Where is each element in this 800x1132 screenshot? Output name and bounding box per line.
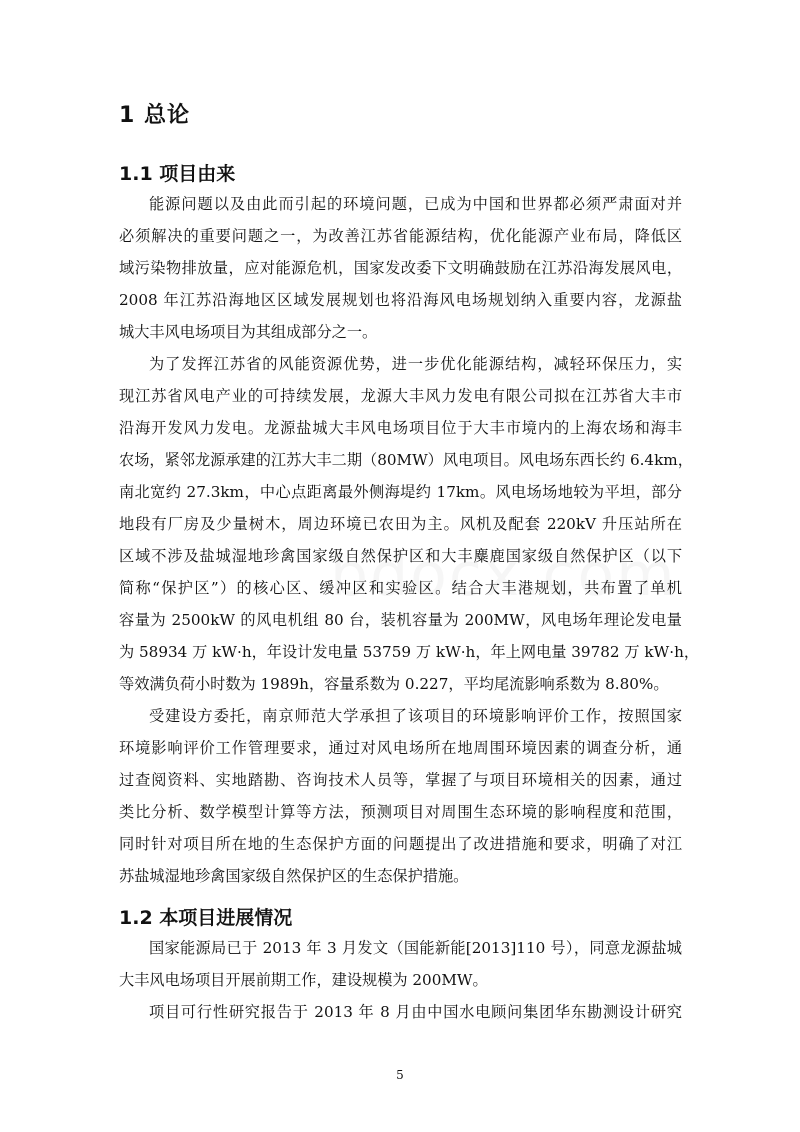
text-line: 城大丰风电场项目为其组成部分之一。 (119, 323, 378, 341)
text-line: 环境影响评价工作管理要求，通过对风电场所在地周围环境因素的调查分析，通 (119, 739, 682, 757)
paragraph-project-origin-1 (119, 188, 682, 348)
paragraph-project-origin-2 (119, 348, 700, 700)
text-line: 域污染物排放量，应对能源危机，国家发改委下文明确鼓励在江苏沿海发展风电， (119, 259, 682, 277)
text-line: 同时针对项目所在地的生态保护方面的问题提出了改进措施和要求，明确了对江 (119, 835, 682, 853)
text-line: 简称“保护区”）的核心区、缓冲区和实验区。结合大丰港规划，共布置了单机 (119, 579, 682, 597)
section-title-1-2: 1.2 本项目进展情况 (119, 907, 293, 929)
text-line: 国家能源局已于 2013 年 3 月发文（国能新能[2013]110 号），同意龙源盐城 (149, 939, 682, 957)
text-line: 苏盐城湿地珍禽国家级自然保护区的生态保护措施。 (119, 867, 469, 885)
paragraph-progress-2 (119, 996, 682, 1028)
chapter-title: 1 总论 (119, 103, 190, 128)
text-line: 过查阅资料、实地踏勘、咨询技术人员等，掌握了与项目环境相关的因素，通过 (119, 771, 682, 789)
text-line: 等效满负荷小时数为 1989h，容量系数为 0.227，平均尾流影响系数为 8.80%。 (119, 675, 669, 693)
text-line: 为 58934 万 kW·h，年设计发电量 53759 万 kW·h，年上网电量 39782 万 kW·h， (119, 643, 700, 661)
paragraph-project-origin-3 (119, 700, 682, 892)
text-line: 农场，紧邻龙源承建的江苏大丰二期（80MW）风电项目。风电场东西长约 6.4km， (119, 451, 693, 469)
text-line: 必须解决的重要问题之一，为改善江苏省能源结构，优化能源产业布局，降低区 (119, 227, 682, 245)
text-line: 容量为 2500kW 的风电机组 80 台，装机容量为 200MW，风电场年理论发电量 (119, 611, 682, 629)
text-line: 类比分析、数学模型计算等方法，预测项目对周围生态环境的影响程度和范围， (119, 803, 682, 821)
text-line: 沿海开发风力发电。龙源盐城大丰风电场项目位于大丰市境内的上海农场和海丰 (119, 419, 682, 437)
text-line: 项目可行性研究报告于 2013 年 8 月由中国水电顾问集团华东勘测设计研究 (149, 1003, 682, 1021)
text-line: 能源问题以及由此而引起的环境问题，已成为中国和世界都必须严肃面对并 (149, 195, 682, 213)
text-line: 区域不涉及盐城湿地珍禽国家级自然保护区和大丰麋鹿国家级自然保护区（以下 (119, 547, 682, 565)
text-line: 为了发挥江苏省的风能资源优势，进一步优化能源结构，减轻环保压力，实 (149, 355, 682, 373)
text-line: 大丰风电场项目开展前期工作，建设规模为 200MW。 (119, 971, 488, 989)
page-number: 5 (396, 1068, 404, 1082)
text-line: 地段有厂房及少量树木，周边环境已农田为主。风机及配套 220kV 升压站所在 (119, 515, 682, 533)
section-title-1-1: 1.1 项目由来 (119, 163, 236, 185)
text-line: 受建设方委托，南京师范大学承担了该项目的环境影响评价工作，按照国家 (149, 707, 682, 725)
paragraph-progress-1 (119, 932, 682, 996)
text-line: 南北宽约 27.3km，中心点距离最外侧海堤约 17km。风电场场地较为平坦，部分 (119, 483, 682, 501)
text-line: 现江苏省风电产业的可持续发展，龙源大丰风力发电有限公司拟在江苏省大丰市 (119, 387, 682, 405)
text-line: 2008 年江苏沿海地区区域发展规划也将沿海风电场规划纳入重要内容，龙源盐 (119, 291, 682, 309)
